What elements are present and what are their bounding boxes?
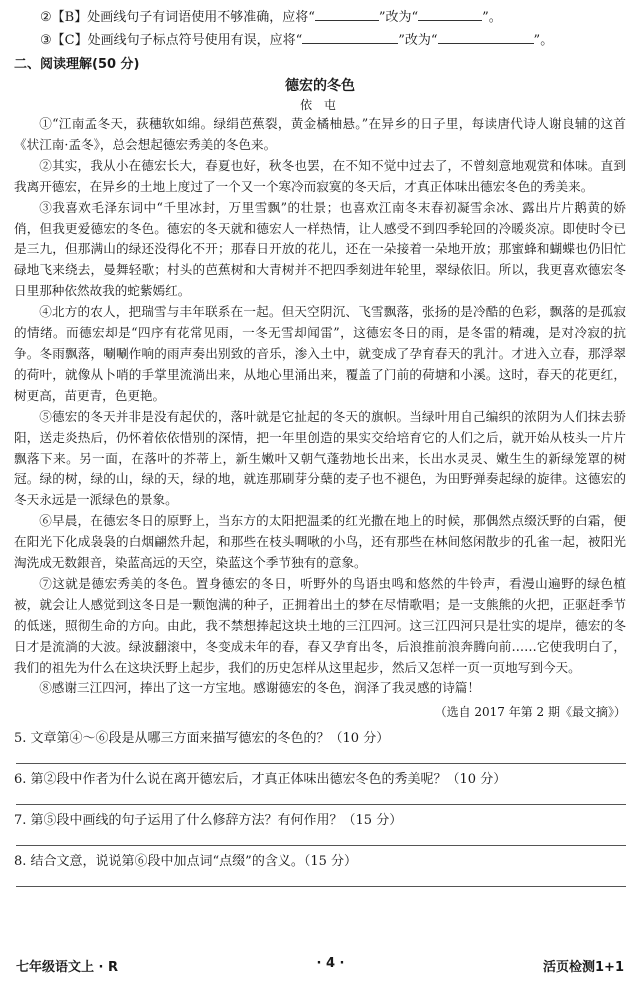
paragraph-5: ⑤德宏的冬天并非是没有起伏的，落叶就是它扯起的冬天的旗帜。当绿叶用自己编织的浓阴为人们抹去骄阳，送走炎热后，仍怀着依依惜别的深情，把一年里创造的果实交给培育它的人们之后，就开始从枝头一片片飘落下来。另一面，在落叶的芥蒂上，新生嫩叶又朝气蓬勃地长出来，长出水灵灵、嫩生生的新绿笼罩的树冠。绿的树，绿的山，绿的天，绿的地，就连那刷芽分蘖的麦子也不褪色，为田野弹奏起绿的旋律。这德宏的冬天永远是一派绿色的景象。 [14,408,626,508]
paragraph-1: ①“江南孟冬天，荻穗软如绵。绿绢芭蕉裂，黄金橘柚悬。”在异乡的日子里，每读唐代诗人谢良辅的这首《状江南·孟冬》，总会想起德宏秀美的冬色来。 [14,116,626,152]
exercise-b-line [14,6,626,29]
answer-blank[interactable] [315,6,379,21]
section-title: 二、阅读理解(50 分) [14,57,140,72]
answer-blank[interactable] [302,29,398,44]
footer-grade: 七年级语文上 · R [16,960,119,975]
question-5: 5. 文章第④～⑥段是从哪三方面来描写德宏的冬色的？（10 分） [14,731,390,747]
question-6: 6. 第②段中作者为什么说在离开德宏后，才真正体味出德宏冬色的秀美呢？（10 分） [14,772,507,788]
exercise-c-suffix: ”。 [533,33,554,48]
question-7: 7. 第⑤段中画线的句子运用了什么修辞方法？有何作用？（15 分） [14,813,403,829]
answer-line[interactable] [16,831,626,846]
answer-line[interactable] [16,872,626,887]
answer-line[interactable] [16,749,626,764]
exercise-c-mid: ”改为“ [398,33,438,48]
question-8: 8. 结合文意，说说第⑥段中加点词“点缀”的含义。（15 分） [14,854,358,870]
exercise-c-prefix: ③【C】处画线句子标点符号使用有误，应将“ [40,33,303,48]
paragraph-7: ⑦这就是德宏秀美的冬色。置身德宏的冬日，听野外的鸟语虫鸣和悠然的牛铃声，看漫山遍野的绿色植被，就会让人感觉到这冬日是一颗饱满的种子，正拥着出土的梦在尽情歌唱；是一支熊熊的火把，正驱赶季节的低迷，照彻生命的方向。由此，我不禁想捧起这块土地的三江四河。这三江四河只是壮实的堤岸，德宏的冬日才是流淌的大波。绿波翻滚中，冬变成未年的春，春又孕育出冬，后浪推前浪奔腾向前……它使我明白了，我们的祖先为什么在这块沃野上起步，我们的历史怎样从这里起步，然后又怎样一页一页地写到今天。 [14,575,626,675]
paragraph-6: ⑥早晨，在德宏冬日的原野上，当东方的太阳把温柔的红光撒在地上的时候，那偶然点缀沃野的白霜，便在阳光下化成袅袅的白烟翩然升起，和那些在枝头啁啾的小鸟，还有那些在林间悠闲散步的孔雀一起，被阳光淘洗成无数銀音，染蓝高远的天空，染蓝这个季节独有的意象。 [14,513,626,571]
article-source: （选自 2017 年第 2 期《最文摘》） [434,705,626,720]
paragraph-3: ③我喜欢毛泽东词中“千里冰封，万里雪飘”的壮景；也喜欢江南冬末春初凝雪余冰、露出片片鹅黄的娇俏，但我更爱德宏的冬色。德宏的冬天就和德宏人一样热情，让人感受不到四季轮回的冷暖炎凉。即使时令已是三九，但那满山的绿还没得化不开；那春日开放的花儿，还在一朵接着一朵地开放；那蜜蜂和蝴蝶也仍旧忙碌地飞来绕去，曼舞轻歌；村头的芭蕉树和大青树并不把四季刻进年轮里，翠绿依旧。所以，我更喜欢德宏冬日里那种依然故我的蛇紫嫣红。 [14,199,626,299]
answer-blank[interactable] [438,29,534,44]
article-title: 德宏的冬色 [285,78,355,94]
paragraph-8: ⑧感谢三江四河，捧出了这一方宝地。感谢德宏的冬色，润泽了我灵感的诗篇！ [39,680,480,696]
page-footer [16,956,624,975]
footer-series: 活页检测1+1 [543,960,624,975]
page-number: · 4 · [316,956,345,971]
exercise-c-line [14,29,626,52]
answer-line[interactable] [16,790,626,805]
article-author: 依 屯 [300,98,340,112]
answer-blank[interactable] [418,6,482,21]
exercise-b-suffix: ”。 [482,10,502,25]
paragraph-4: ④北方的农人，把瑞雪与丰年联系在一起。但天空阴沉、飞雪飘落，张扬的是冷酷的色彩，飘落的是孤寂的情绪。而德宏却是“四序有花常见雨，一冬无雪却闻雷”，这德宏冬日的雨，是冬雷的精魂，是对冷寂的抗争。冬雨飘落，唰唰作响的雨声奏出别致的音乐，渗入土中，就变成了孕育春天的乳汁。才进入立春，那浮翠的荷叶，就像从卜哨的手掌里流淌出来，从地心里涌出来，覆盖了门前的荷塘和小溪。这时，春天的花更红，树更高，苗更青，色更艳。 [14,304,626,403]
exercise-b-mid: ”改为“ [378,10,419,25]
worksheet-page [14,6,626,887]
exercise-b-prefix: ②【B】处画线句子有词语使用不够准确，应将“ [40,10,315,25]
paragraph-2: ②其实，我从小在德宏长大，春夏也好，秋冬也罢，在不知不觉中过去了，不曾刻意地观赏和体味。直到我离开德宏，在异乡的土地上度过了一个又一个寒冷而寂寞的冬天后，才真正体味出德宏冬色的秀美来。 [14,157,626,194]
